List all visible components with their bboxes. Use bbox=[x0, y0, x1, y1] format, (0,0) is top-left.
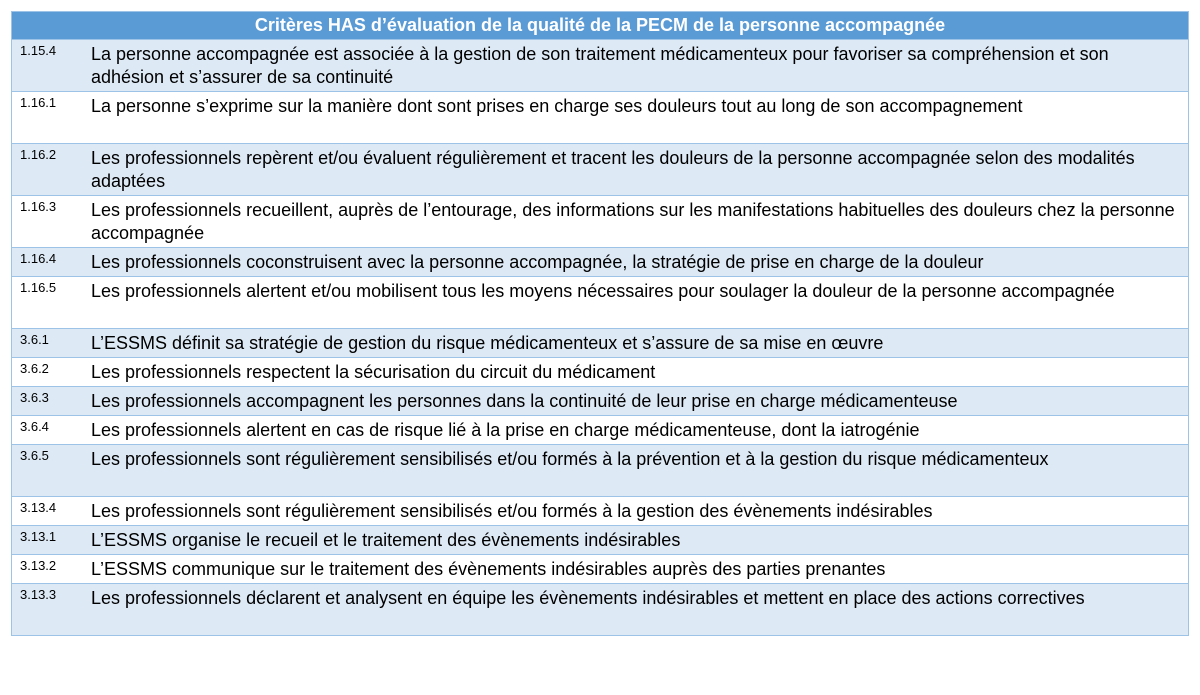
criterion-number: 3.13.2 bbox=[20, 558, 57, 573]
table-row bbox=[12, 91, 1188, 143]
criterion-text: L’ESSMS définit sa stratégie de gestion du risque médicamenteux et s’assure de sa mise en œuvre bbox=[91, 333, 884, 353]
table-row bbox=[12, 39, 1188, 91]
criteria-table bbox=[11, 11, 1189, 636]
criterion-number: 3.13.1 bbox=[20, 529, 57, 544]
criterion-text: Les professionnels recueillent, auprès de l’entourage, des informations sur les manifestations habituelles des douleurs chez la personne accompagnée bbox=[91, 200, 1175, 243]
criterion-text: La personne accompagnée est associée à la gestion de son traitement médicamenteux pour favoriser sa compréhension et son adhésion et s’assurer de sa continuité bbox=[91, 44, 1109, 87]
criterion-number: 1.16.4 bbox=[20, 251, 57, 266]
table-row bbox=[12, 525, 1188, 554]
criterion-text: Les professionnels repèrent et/ou évaluent régulièrement et tracent les douleurs de la personne accompagnée selon des modalités adaptées bbox=[91, 148, 1135, 191]
table-row bbox=[12, 415, 1188, 444]
criterion-number: 3.13.4 bbox=[20, 500, 57, 515]
table-row bbox=[12, 276, 1188, 328]
criterion-number: 3.13.3 bbox=[20, 587, 57, 602]
criterion-text: Les professionnels coconstruisent avec la personne accompagnée, la stratégie de prise en charge de la douleur bbox=[91, 252, 984, 272]
criterion-text: L’ESSMS communique sur le traitement des évènements indésirables auprès des parties prenantes bbox=[91, 559, 886, 579]
table-row bbox=[12, 143, 1188, 195]
table-row bbox=[12, 247, 1188, 276]
criterion-text: Les professionnels sont régulièrement sensibilisés et/ou formés à la gestion des évènements indésirables bbox=[91, 501, 933, 521]
table-title: Critères HAS d’évaluation de la qualité de la PECM de la personne accompagnée bbox=[12, 12, 1188, 39]
criterion-number: 1.16.2 bbox=[20, 147, 57, 162]
table-row bbox=[12, 583, 1188, 635]
table-row bbox=[12, 444, 1188, 496]
criterion-text: Les professionnels respectent la sécurisation du circuit du médicament bbox=[91, 362, 656, 382]
table-row bbox=[12, 386, 1188, 415]
criterion-text: Les professionnels alertent en cas de risque lié à la prise en charge médicamenteuse, dont la iatrogénie bbox=[91, 420, 920, 440]
criterion-number: 3.6.3 bbox=[20, 390, 49, 405]
criterion-number: 3.6.2 bbox=[20, 361, 49, 376]
criterion-text: Les professionnels accompagnent les personnes dans la continuité de leur prise en charge médicamenteuse bbox=[91, 391, 958, 411]
table-row bbox=[12, 328, 1188, 357]
criterion-text: Les professionnels alertent et/ou mobilisent tous les moyens nécessaires pour soulager la douleur de la personne accompagnée bbox=[91, 281, 1115, 301]
criterion-number: 1.16.1 bbox=[20, 95, 57, 110]
table-row bbox=[12, 195, 1188, 247]
criterion-text: L’ESSMS organise le recueil et le traitement des évènements indésirables bbox=[91, 530, 681, 550]
table-row bbox=[12, 357, 1188, 386]
table-row bbox=[12, 554, 1188, 583]
criterion-number: 3.6.5 bbox=[20, 448, 49, 463]
criterion-number: 1.16.5 bbox=[20, 280, 57, 295]
criterion-number: 3.6.1 bbox=[20, 332, 49, 347]
criterion-text: Les professionnels sont régulièrement sensibilisés et/ou formés à la prévention et à la gestion du risque médicamenteux bbox=[91, 449, 1049, 469]
table-row bbox=[12, 496, 1188, 525]
criterion-number: 1.15.4 bbox=[20, 43, 57, 58]
criterion-text: Les professionnels déclarent et analysent en équipe les évènements indésirables et mettent en place des actions correctives bbox=[91, 588, 1085, 608]
criterion-number: 3.6.4 bbox=[20, 419, 49, 434]
criterion-number: 1.16.3 bbox=[20, 199, 57, 214]
criterion-text: La personne s’exprime sur la manière dont sont prises en charge ses douleurs tout au long de son accompagnement bbox=[91, 96, 1023, 116]
